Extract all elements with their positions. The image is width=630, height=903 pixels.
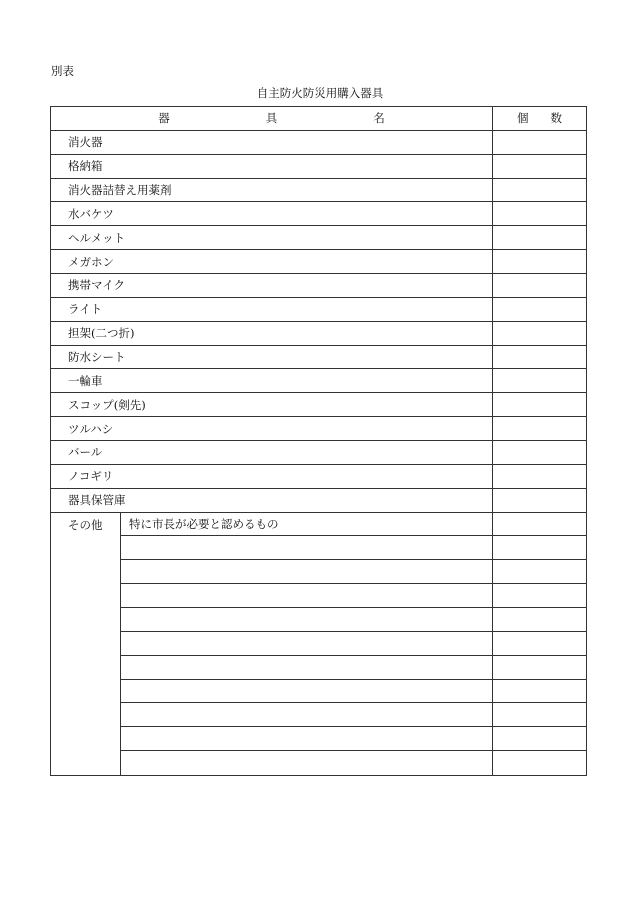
other-item-name [121,656,493,680]
equipment-item-name: 防水シート [51,346,493,370]
equipment-table [50,106,587,776]
equipment-item-quantity [493,393,586,417]
equipment-item-quantity [493,131,586,155]
header-name-char: 名 [373,111,385,126]
other-item-quantity [493,536,586,560]
other-item-name: 特に市長が必要と認めるもの [121,513,493,537]
appendix-label: 別表 [51,64,74,78]
other-item-name [121,608,493,632]
other-item-name [121,536,493,560]
equipment-item-name: 水バケツ [51,202,493,226]
equipment-item-name: 格納箱 [51,155,493,179]
equipment-item-quantity [493,155,586,179]
equipment-item-name: 担架(二つ折) [51,322,493,346]
other-category-label: その他 [51,513,121,775]
other-item-quantity [493,584,586,608]
equipment-item-quantity [493,202,586,226]
equipment-item-quantity [493,369,586,393]
equipment-item-quantity [493,465,586,489]
equipment-item-name: 一輪車 [51,369,493,393]
other-item-name [121,560,493,584]
equipment-item-quantity [493,441,586,465]
equipment-item-name: メガホン [51,250,493,274]
header-item-name [51,107,493,131]
other-item-quantity [493,656,586,680]
other-item-quantity [493,632,586,656]
header-name-char: 具 [265,111,278,126]
equipment-item-name: 消火器 [51,131,493,155]
other-item-name [121,632,493,656]
other-item-name [121,584,493,608]
other-item-name [121,751,493,775]
equipment-item-quantity [493,274,586,298]
header-name-char: 器 [158,111,170,126]
other-item-quantity [493,680,586,704]
equipment-item-quantity [493,179,586,203]
other-item-quantity [493,513,586,537]
equipment-item-name: ツルハシ [51,417,493,441]
equipment-item-quantity [493,298,586,322]
equipment-item-name: ライト [51,298,493,322]
document-title: 自主防火防災用購入器具 [256,86,384,100]
equipment-item-quantity [493,322,586,346]
equipment-item-name: ヘルメット [51,226,493,250]
header-count-char: 数 [550,111,562,126]
other-item-quantity [493,560,586,584]
equipment-item-quantity [493,250,586,274]
equipment-item-name: 消火器詰替え用薬剤 [51,179,493,203]
other-item-name [121,680,493,704]
header-count-char: 個 [517,111,529,126]
equipment-item-name: ノコギリ [51,465,493,489]
equipment-item-name: 器具保管庫 [51,489,493,513]
other-item-name [121,703,493,727]
equipment-item-quantity [493,346,586,370]
equipment-item-name: 携帯マイク [51,274,493,298]
other-item-quantity [493,608,586,632]
header-quantity [493,107,586,131]
equipment-item-quantity [493,226,586,250]
equipment-item-name: バール [51,441,493,465]
other-item-name [121,727,493,751]
other-item-quantity [493,727,586,751]
equipment-item-quantity [493,417,586,441]
other-item-quantity [493,751,586,775]
equipment-item-quantity [493,489,586,513]
equipment-item-name: スコップ(剣先) [51,393,493,417]
other-item-quantity [493,703,586,727]
